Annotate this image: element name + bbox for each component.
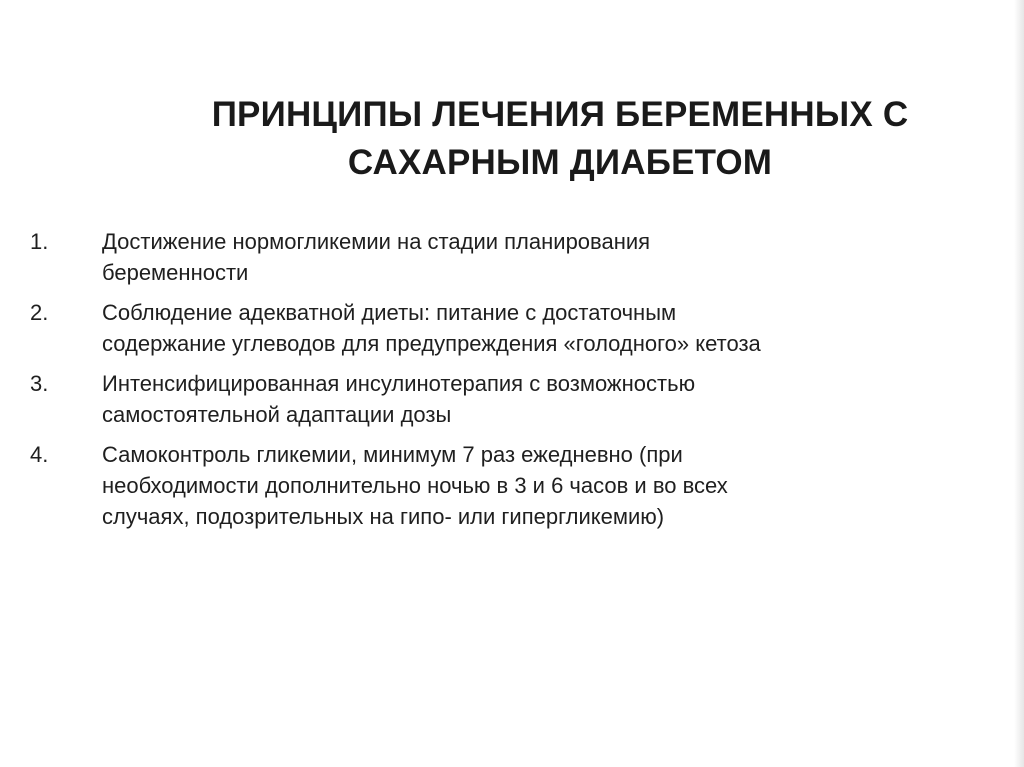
item-text (102, 297, 980, 359)
item-text-line: содержание углеводов для предупреждения «голодного» кетоза (102, 331, 761, 356)
item-text-line: необходимости дополнительно ночью в 3 и 6 часов и во всех (102, 473, 728, 498)
item-text (102, 368, 980, 430)
item-number: 1. (30, 229, 49, 254)
principles-list (30, 226, 980, 541)
item-text-line: беременности (102, 260, 249, 285)
item-text (102, 226, 980, 288)
item-number: 3. (30, 371, 49, 396)
list-item (30, 297, 980, 359)
item-text-line: Самоконтроль гликемии, минимум 7 раз ежедневно (при (102, 442, 683, 467)
title-line: ПРИНЦИПЫ ЛЕЧЕНИЯ БЕРЕМЕННЫХ С (211, 95, 909, 135)
item-text-line: Соблюдение адекватной диеты: питание с достаточным (102, 300, 677, 325)
list-item (30, 368, 980, 430)
item-text (102, 439, 980, 532)
item-text-line: Интенсифицированная инсулинотерапия с возможностью (102, 371, 696, 396)
list-item (30, 226, 980, 288)
title-line: САХАРНЫМ ДИАБЕТОМ (347, 143, 773, 183)
item-text-line: случаях, подозрительных на гипо- или гипергликемию) (102, 504, 665, 529)
list-item (30, 439, 980, 532)
item-text-line: Достижение нормогликемии на стадии планирования (102, 229, 651, 254)
slide-title (150, 91, 970, 187)
item-text-line: самостоятельной адаптации дозы (102, 402, 452, 427)
item-number: 2. (30, 300, 49, 325)
item-number: 4. (30, 442, 49, 467)
